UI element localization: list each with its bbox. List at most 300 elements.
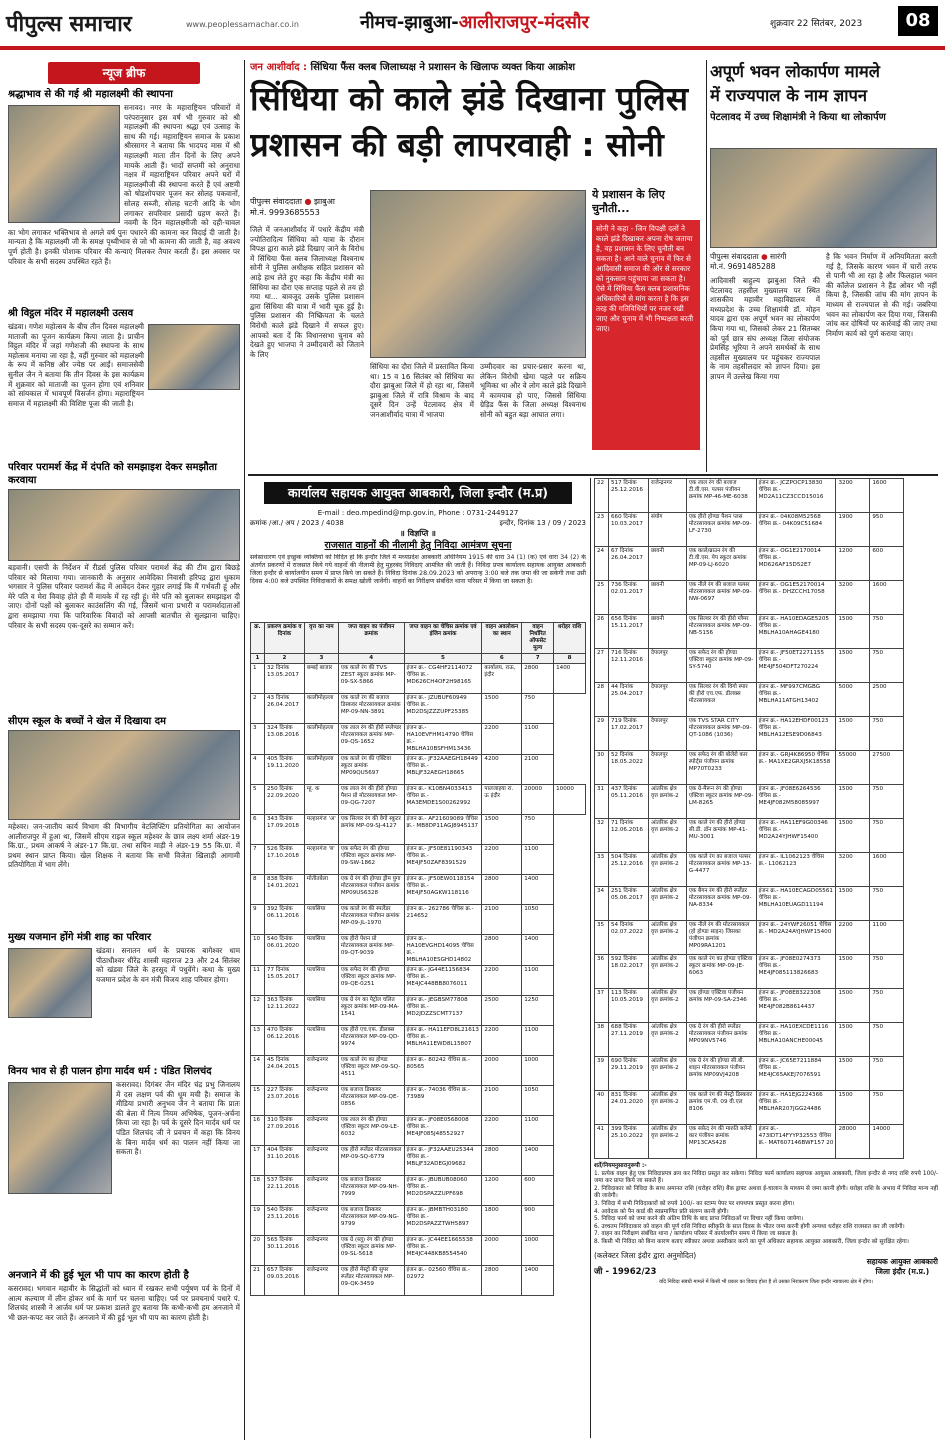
table-cell: 1500 bbox=[836, 1023, 870, 1057]
table-cell: इंजन क्र.- HA1EJG224366 चेचिस क्र.- MBLHAR207JGG24486 bbox=[756, 1091, 836, 1125]
table-cell: इंजन क्र.- JC65E7211884 चेचिस क्र.- ME4JC65AKEJ7076591 bbox=[756, 1057, 836, 1091]
table-cell: देपालपुर bbox=[648, 649, 686, 683]
table-cell: 1800 bbox=[482, 1206, 522, 1236]
table-row bbox=[251, 1056, 586, 1086]
table-cell: एक सफेद रंग की बोलेरो कार स्पोर्ट्स पंजीयन क्रमांक MP70T0233 bbox=[686, 751, 756, 785]
table-cell: राजेन्द्रनगर bbox=[304, 1116, 338, 1146]
brief-heading: सीएम स्कूल के बच्चों ने खेल में दिखाया दम bbox=[8, 716, 167, 727]
table-cell: आंतरिक क्षेत्र वृत्त क्रमांक-2 bbox=[648, 955, 686, 989]
table-cell: 1500 bbox=[836, 717, 870, 751]
table-cell: 750 bbox=[870, 717, 904, 751]
table-cell: 405 दिनांक 19.11.2020 bbox=[264, 755, 304, 785]
table-row bbox=[595, 989, 938, 1023]
table-cell: इंजन क्र.- OG1E2170014 चेचिस क्र.- MD626AF15D52E7 bbox=[756, 547, 836, 581]
table-cell: 600 bbox=[870, 547, 904, 581]
table-cell: 1400 bbox=[522, 1266, 554, 1296]
masthead-url: www.peoplessamachar.co.in bbox=[186, 20, 299, 29]
table-cell: मोतीतबेला bbox=[304, 875, 338, 905]
term-item: 3. निविदा में सभी निविदाकारों को रुपये 100/- का स्टाम्प पेपर पर शपथपत्र प्रस्तुत करना होगा। bbox=[594, 1200, 795, 1207]
table-cell: 517 दिनांक 25.12.2016 bbox=[608, 479, 648, 513]
table-cell: एक सफेद रंग की होण्डा एक्टिवा स्कूटर क्रमांक MP-09-SY-5740 bbox=[686, 649, 756, 683]
table-cell: 40 bbox=[595, 1091, 609, 1125]
table-cell: 4200 bbox=[482, 755, 522, 785]
table-cell: 2800 bbox=[482, 1146, 522, 1176]
byline-mobile: मो.नं. 9691485288 bbox=[710, 262, 776, 271]
table-column-number: 8 bbox=[554, 654, 586, 664]
table-cell: 10000 bbox=[554, 785, 586, 815]
term-item: 6. उच्चतम निविदाकार को वाहन की पूर्ण राशि निविदा स्वीकृति के सात दिवस के भीतर जमा करनी होगी अन्यथा धरोहर राशि राजसात कर ली जावेगी। bbox=[594, 1223, 905, 1230]
table-cell: इंजन क्र.- JF08E0274373 चेचिस क्र.- ME4JF085113826683 bbox=[756, 955, 836, 989]
table-cell: 113 दिनांक 10.05.2019 bbox=[608, 989, 648, 1023]
table-cell: एक सफेद रंग की होण्डा एक्टिवा स्कूटर क्रमांक MP-09-QE-0251 bbox=[338, 966, 404, 996]
table-cell: एक हीरो स्प्लेंडर मोटरसायकल MP-09-SQ-6779 bbox=[338, 1146, 404, 1176]
table-cell: 660 दिनांक 10.03.2017 bbox=[608, 513, 648, 547]
table-cell: 950 bbox=[870, 513, 904, 547]
table-cell: 2100 bbox=[482, 905, 522, 935]
table-cell: 324 दिनांक 13.08.2016 bbox=[264, 724, 304, 755]
tender-terms bbox=[594, 1163, 938, 1247]
table-cell: 41 bbox=[595, 1125, 609, 1159]
brief-item bbox=[8, 931, 240, 1061]
table-cell: 5 bbox=[251, 785, 265, 815]
table-cell: 750 bbox=[870, 1057, 904, 1091]
table-cell: एक बजाज डिस्कवर मोटरसायकल MP-09-QE-0856 bbox=[338, 1086, 404, 1116]
lead-kicker bbox=[250, 60, 702, 76]
table-row bbox=[595, 513, 938, 547]
table-cell: 45 दिनांक 24.04.2015 bbox=[264, 1056, 304, 1086]
table-cell: 2800 bbox=[482, 875, 522, 905]
table-cell: एक ग्रे रंग की होण्डा सी.बी. शाइन मोटरसायकल पंजीयन क्रमांक MP09VJ4208 bbox=[686, 1057, 756, 1091]
table-cell: 750 bbox=[870, 887, 904, 921]
table-cell: इंजन क्र.- JF08E0568008 चेचिस क्र.- ME4JF085J48552927 bbox=[404, 1116, 482, 1146]
table-cell: 2500 bbox=[870, 683, 904, 717]
table-cell: इंजन क्र.- JEGBSM77808 चेचिस क्र.- MD2JDZZSCMT7137 bbox=[404, 996, 482, 1026]
page-number: 08 bbox=[898, 6, 938, 36]
table-cell: आंतरिक क्षेत्र वृत्त क्रमांक-2 bbox=[648, 887, 686, 921]
brief-photo bbox=[8, 489, 240, 561]
table-cell: राजेन्द्रनगर bbox=[304, 1176, 338, 1206]
table-cell: 3200 bbox=[836, 853, 870, 887]
brief-photo bbox=[8, 730, 240, 820]
table-cell: 1400 bbox=[522, 935, 554, 966]
table-row bbox=[251, 694, 586, 724]
brief-item bbox=[8, 88, 240, 303]
table-cell: एक ग्रे-मैरून रंग की होण्डा एक्टिवा स्कूटर क्रमांक MP-09-LM-8265 bbox=[686, 785, 756, 819]
table-cell: 19 bbox=[251, 1206, 265, 1236]
table-header-cell: धरोहर राशि bbox=[554, 623, 586, 654]
table-cell: एक काले रंग की बजाज डिस्कवर मोटरसायकल क्रमांक MP-09-NN-3891 bbox=[338, 694, 404, 724]
table-cell: 310 दिनांक 27.09.2016 bbox=[264, 1116, 304, 1146]
table-cell: कार्यालय, राऊ, इंदौर bbox=[482, 664, 522, 694]
table-cell: एक काले रंग की TVS ZEST स्कूटर क्रमांक MP-09-SX-5866 bbox=[338, 664, 404, 694]
table-cell: एक ग्रे रंग की हीरो स्प्लेंडर मोटरसायकल पंजीयन क्रमांक MP09NV5746 bbox=[686, 1023, 756, 1057]
tender-right bbox=[594, 478, 938, 1438]
table-cell: 30 bbox=[595, 751, 609, 785]
table-cell: 750 bbox=[870, 989, 904, 1023]
table-cell: 537 दिनांक 22.11.2016 bbox=[264, 1176, 304, 1206]
brief-heading: मुख्य यजमान होंगे मंत्री शाह का परिवार bbox=[8, 932, 152, 943]
table-row bbox=[251, 935, 586, 966]
table-cell: कालीमोहल्ला bbox=[304, 755, 338, 785]
table-cell: पालजाइया रा. ऊ इंदौर bbox=[482, 785, 522, 815]
table-cell: इंजन क्र.- JZUBUF60949 चेचिस क्र.- MD2DSJZZZUPF25385 bbox=[404, 694, 482, 724]
table-cell: 32 दिनांक 13.05.2017 bbox=[264, 664, 304, 694]
table-cell: 565 दिनांक 30.11.2016 bbox=[264, 1236, 304, 1266]
table-cell: 1400 bbox=[554, 664, 586, 694]
table-cell: राजेन्द्रनगर bbox=[304, 1236, 338, 1266]
table-cell: 44 दिनांक 25.04.2017 bbox=[608, 683, 648, 717]
table-cell: एक सफेद रंग की होण्डा एक्टिवा स्कूटर क्रमांक MP-09-SW-1862 bbox=[338, 845, 404, 875]
table-cell: 4 bbox=[251, 755, 265, 785]
table-cell: 1400 bbox=[522, 875, 554, 905]
table-row bbox=[251, 815, 586, 845]
table-cell: इंजन क्र.- AF21609089 चेचिस क्र.- MB8DP11AGJ8945137 bbox=[404, 815, 482, 845]
table-cell: 1500 bbox=[836, 1091, 870, 1125]
table-cell: एक काले/ब्राउन रंग की टी.वी.एस. पेप स्कूटर क्रमांक MP-09-LJ-6020 bbox=[686, 547, 756, 581]
table-cell: एक लाल रंग की बजाज टी.वी.एस. पल्सर पंजीयन क्रमांक MP-46-ME-6038 bbox=[686, 479, 756, 513]
table-row bbox=[251, 664, 586, 694]
tender-title: राजसात वाहनों की नीलामी हेतु निविदा आमंत्रण सूचना bbox=[324, 540, 512, 551]
tender-email: E-mail : deo.mpedind@mp.gov.in, Phone : 0731-2449127 bbox=[317, 509, 519, 517]
table-cell: 3200 bbox=[836, 479, 870, 513]
right-subhead: पेटलावद में उच्च शिक्षामंत्री ने किया था लोकार्पण bbox=[710, 112, 886, 123]
table-cell: 2000 bbox=[482, 1056, 522, 1086]
table-cell: 540 दिनांक 23.11.2016 bbox=[264, 1206, 304, 1236]
signer-title: सहायक आयुक्त आबकारी bbox=[866, 1256, 938, 1266]
table-cell: 1250 bbox=[522, 996, 554, 1026]
table-cell: म्हू. क bbox=[304, 785, 338, 815]
table-cell: एक लाल रंग की हीरो स्प्लेण्डर मोटरसायकल क्रमांक MP-09-QS-1652 bbox=[338, 724, 404, 755]
table-cell: 750 bbox=[870, 955, 904, 989]
table-cell: 750 bbox=[870, 649, 904, 683]
lead-body-col2: सिंधिया का दौरा जिले में प्रस्तावित किया था। 15 व 16 सितंबर को सिंधिया का दौरा झाबुआ जिले में हो रहा था, जिसमें झाबुआ जिले में रात्रि विश्राम के बाद दूसरे दिन उन्हें पेटलावद क्षेत्र में जनआशीर्वाद यात्रा में भाजपा bbox=[370, 362, 474, 419]
table-cell: 2 bbox=[251, 694, 265, 724]
brief-heading: श्रद्धाभाव से की गई श्री महालक्ष्मी की स्थापना bbox=[8, 89, 173, 100]
table-cell: 750 bbox=[522, 694, 554, 724]
table-cell: 750 bbox=[870, 1023, 904, 1057]
brief-body: खंडवा। सनातन धर्म के प्रचारक बागेश्वर धाम पीठाधीश्वर धीरेंद्र शास्त्री महाराज 23 और 24 सितंबर को खंडवा जिले के हरसूद में पधुवेंगे। कथा के मुख्य यजमान प्रदेश के वन मंत्री विजय शाह परिवार होगा। bbox=[96, 946, 240, 984]
table-cell: 750 bbox=[870, 615, 904, 649]
table-cell: इंजन क्र.- HA10EVFHM14790 चेचिस क्र.- MBLHA10BSFHM13436 bbox=[404, 724, 482, 755]
table-cell: 77 दिनांक 15.05.2017 bbox=[264, 966, 304, 996]
term-item: 4. आवेदक को पैन कार्ड की स्वप्रमाणित प्रति संलग्न करनी होगी। bbox=[594, 1208, 729, 1215]
brief-item bbox=[8, 1269, 240, 1389]
table-cell: इंजन क्र.- HA10EDAGE5205 चेचिस क्र.- MBLHA10AHAGE4180 bbox=[756, 615, 836, 649]
table-cell: इंजन क्र.- HA10ECAGD05561 चेचिस क्र.- MBLHA10EUAGD11194 bbox=[756, 887, 836, 921]
table-header-cell: क्र. bbox=[251, 623, 265, 654]
table-row bbox=[251, 1116, 586, 1146]
table-cell: 1600 bbox=[870, 853, 904, 887]
table-cell: एक हीरो मेस्ट्रो की सुपर स्प्लेंडर मोटरसायकल MP-09-QK-3459 bbox=[338, 1266, 404, 1296]
table-cell: एक ग्रे रंग की होण्डा ड्रीम युगा मोटरसायकल पंजीयन क्रमांक MP09US6328 bbox=[338, 875, 404, 905]
brief-item bbox=[8, 307, 240, 457]
table-cell: 470 दिनांक 06.12.2016 bbox=[264, 1026, 304, 1056]
table-row bbox=[251, 966, 586, 996]
table-cell: इंजन क्र.- CG4HF2114072 चेचिस क्र.- MD626CH4OF2H98165 bbox=[404, 664, 482, 694]
table-cell: 2500 bbox=[482, 996, 522, 1026]
brief-body: सनावद। नगर के महाराष्ट्रियन परिवारों में परंपरानुसार इस वर्ष भी गुरुवार को श्री महालक्ष्मी की स्थापना श्रद्धा एवं उत्साह के साथ की गई। महाराष्ट्रियन समाज के प्रकाश श्रीरसागर ने बताया कि भादपद मास में श्री महालक्ष्मी माता तीन दिनों के लिए अपने मायके आती हैं। भादों सप्तमी को अनुराधा नक्षत्र में महाराष्ट्रियन परिवार अपने घरों में महालक्ष्मीजी की स्थापना करते हैं एवं अष्टमी को षोडशोपचार पूजन कर सोलह पकवानों, सोलह सब्जी, सोलह चटनी आदि के भोग लगाकर सपरिवार प्रसादी ग्रहण करते हैं। नवमी के दिन महालक्ष्मीजी को दही-चावल का भोग लगाकर भक्तिभाव से अगले वर्ष पुनः पधारने की कामना कर विदाई दी जाती है। मान्यता है कि महालक्ष्मी जी के समक्ष पृथ्वीभाव से जो भी कामना की जाती है, वह अवश्य पूर्ण होती है। इनकी पोशाक परिवार की कन्याएं मिलकर तैयार करती हैं। इस अवसर पर परिवार के सभी सदस्य उपस्थित रहते हैं। bbox=[8, 103, 240, 266]
brief-body: महेश्वर। जन-जातीय कार्य विभाग की विभागीय वेटलिफ्टिंग प्रतियोगिता का आयोजन आलीराजपुर में हुआ था, जिसमें सीएम राइज स्कूल महेश्वर के छात्र लक्ष्य शर्मा अंडर-19 कि.ग्रा., प्रथम आकर्ष ने अंडर-17 कि.ग्रा. तथा सचिन माड़ी ने अंडर-19 55 कि.ग्रा. में प्रथम स्थान प्राप्त किया। खेल शिक्षक ने बताया कि सभी विजेता खिलाड़ी आगामी प्रतियोगिता में भाग लेंगे। bbox=[8, 822, 240, 870]
table-cell: 404 दिनांक 31.10.2016 bbox=[264, 1146, 304, 1176]
table-cell: 900 bbox=[522, 1206, 554, 1236]
table-cell: 1100 bbox=[522, 966, 554, 996]
table-cell: इंजन क्र.- JF50E81190343 चेचिस क्र.- ME4JF50ZAF8391529 bbox=[404, 845, 482, 875]
table-cell: एक काले रंग की स्पलेंडर मोटरसायकल पंजीयन क्रमांक MP-09-JL-1970 bbox=[338, 905, 404, 935]
table-row bbox=[251, 1146, 586, 1176]
signer-district: जिला इंदौर (म.प्र.) bbox=[875, 1266, 930, 1276]
table-cell: 5000 bbox=[836, 683, 870, 717]
table-cell: इंजन क्र.- HA10EVGHD14095 चेचिस क्र.- MBLHA10ESGHD14802 bbox=[404, 935, 482, 966]
table-cell: 1100 bbox=[870, 921, 904, 955]
table-cell: 37 bbox=[595, 989, 609, 1023]
table-cell: 23 bbox=[595, 513, 609, 547]
table-row bbox=[595, 547, 938, 581]
table-cell: राजेन्द्रनगर bbox=[648, 479, 686, 513]
table-cell: एक काले रंग की एक्टिवा स्कूटर क्रमांक MP09QU5697 bbox=[338, 755, 404, 785]
table-cell: पलासिया bbox=[304, 996, 338, 1026]
table-header-cell: जप्त वाहन का चेचिस क्रमांक एवं इंजिन क्रमांक bbox=[404, 623, 482, 654]
table-cell: इंजन क्र.- JBMBTH03180 चेचिस क्र.- MD2DSPAZZTWH5897 bbox=[404, 1206, 482, 1236]
table-cell: 1100 bbox=[522, 724, 554, 755]
table-cell: 719 दिनांक 17.02.2017 bbox=[608, 717, 648, 751]
table-cell: 1200 bbox=[482, 1176, 522, 1206]
table-row bbox=[595, 717, 938, 751]
news-brief-column bbox=[8, 56, 240, 1445]
table-cell: 32 bbox=[595, 819, 609, 853]
byline-place: सारंगी bbox=[770, 252, 787, 261]
table-cell: 690 दिनांक 29.11.2019 bbox=[608, 1057, 648, 1091]
table-cell: 52 दिनांक 18.05.2022 bbox=[608, 751, 648, 785]
table-cell: 656 दिनांक 15.11.2017 bbox=[608, 615, 648, 649]
table-cell: इंजन क्र.- IL1062123 चेचिस क्र.- L1062123 bbox=[756, 853, 836, 887]
table-cell: एक बैगन रंग की हीरो स्प्लेंडर मोटरसायकल क्रमांक MP-09-NA-8334 bbox=[686, 887, 756, 921]
kicker-label: जन आशीर्वाद : bbox=[250, 62, 308, 73]
table-cell: 2200 bbox=[836, 921, 870, 955]
table-cell: इंजन क्र.- JF50ET2271155 चेचिस क्र.- ME4JF504DFT270224 bbox=[756, 649, 836, 683]
table-cell: 27500 bbox=[870, 751, 904, 785]
table-row bbox=[251, 996, 586, 1026]
table-cell: 1500 bbox=[836, 615, 870, 649]
news-brief-title: न्यूज ब्रीफ bbox=[48, 62, 200, 84]
table-cell: इंजन क्र.- MF997CMGBG चेचिस क्र.- MBLHA11ATGH13402 bbox=[756, 683, 836, 717]
table-cell: 227 दिनांक 23.07.2016 bbox=[264, 1086, 304, 1116]
table-row bbox=[251, 724, 586, 755]
table-cell: 504 दिनांक 25.12.2016 bbox=[608, 853, 648, 887]
table-cell: पलासिया bbox=[304, 1026, 338, 1056]
table-row bbox=[251, 785, 586, 815]
table-column-number: 2 bbox=[264, 654, 304, 664]
table-cell: 15 bbox=[251, 1086, 265, 1116]
table-cell: इंजन क्र.- HA12EHDF00123 चेचिस क्र.- MBLHA12ESE9D06843 bbox=[756, 717, 836, 751]
table-row bbox=[595, 955, 938, 989]
table-cell: 1500 bbox=[836, 989, 870, 1023]
table-header-cell: वृत्त का नाम bbox=[304, 623, 338, 654]
table-cell: 1050 bbox=[522, 905, 554, 935]
table-row bbox=[595, 479, 938, 513]
table-cell: 1600 bbox=[870, 581, 904, 615]
brief-body: बड़वानी। एसपी के निर्देशन में रीडर्स पुलिस परिवार परामर्श केंद्र की टीम द्वारा बिछड़े परिवार को मिलाया गया। जानकारी के अनुसार आवेदिका निवासी हरिपद्र द्वारा धुकाम भगसार ने पुलिस परिवार परामर्श केंद्र में आवेदन देकर गुहार लगाई कि मैं गर्भवती हूं और मेरे पति व मेरा विवाह होते ही मैं मायके में रह रही हूं। मेरे पति को बुलाकर समझाइश दी जाए। दोनों पक्षों को बुलाकर काउंसलिंग की गई, जिसमें थाना प्रभारी व परामर्शदाताओं द्वारा समझाया गया कि पारिवारिक विवादों को आपसी बातचीत से सुलझाना चाहिए। परिवार के सभी सदस्य एक-दूसरे का सम्मान करें। bbox=[8, 563, 240, 630]
table-cell: आंतरिक क्षेत्र वृत्त क्रमांक-2 bbox=[648, 1057, 686, 1091]
table-cell: पलासिया bbox=[304, 905, 338, 935]
brief-heading: अनजाने में की हुई भूल भी पाप का कारण होती है bbox=[8, 1270, 189, 1281]
table-cell: इंजन क्र.- 02560 चेचिस क्र.- 02972 bbox=[404, 1266, 482, 1296]
brief-photo bbox=[8, 1082, 112, 1194]
table-cell: संयोग bbox=[648, 513, 686, 547]
tender-notice bbox=[250, 478, 938, 1440]
table-row bbox=[595, 853, 938, 887]
table-cell: 16 bbox=[251, 1116, 265, 1146]
table-cell: 2800 bbox=[522, 664, 554, 694]
table-cell: इंजन क्र.- JC44EE1665538 चेचिस क्र.- ME4JC448KB8554540 bbox=[404, 1236, 482, 1266]
table-cell: 392 दिनांक 06.11.2016 bbox=[264, 905, 304, 935]
table-cell: आंतरिक क्षेत्र वृत्त क्रमांक-2 bbox=[648, 921, 686, 955]
table-cell: इंजन क्र.- JF32AAEU25344 चेचिस क्र.- MBLJF32ADEGJ09682 bbox=[404, 1146, 482, 1176]
table-cell: आंतरिक क्षेत्र वृत्त क्रमांक-2 bbox=[648, 819, 686, 853]
tender-table-left bbox=[250, 622, 586, 1296]
table-cell: 2200 bbox=[482, 724, 522, 755]
table-cell: इंजन क्र.- OG1E52170014 चेचिस क्र.- DHZCCH17058 bbox=[756, 581, 836, 615]
table-cell: 22 bbox=[595, 479, 609, 513]
right-byline: पीपुल्स संवाददाता ● सारंगी मो.नं. 9691485288 bbox=[710, 252, 787, 271]
table-row bbox=[595, 751, 938, 785]
masthead-region bbox=[360, 10, 589, 34]
right-body-col2: है कि भवन निर्माण में अनियमितता बरती गई है, जिसके कारण भवन में चारों तरफ से पानी भी आ रहा है और फिलहाल भवन की कॉलेज प्रशासन ने हैंड ओवर भी नहीं किया है, जिसकी जांच की मांग ज्ञापन के माध्यम से राज्यपाल से की गई। जबरिया भवन का लोकार्पण कर दिया गया, जिसकी जांच कर दोषियों पर कार्रवाई की जाए तथा निर्माण कार्य को पूर्ण कराया जाए। bbox=[826, 252, 937, 338]
table-cell: 3 bbox=[251, 724, 265, 755]
table-cell: एक बजाज डिस्कवर मोटरसायकल MP-09-NG-9799 bbox=[338, 1206, 404, 1236]
table-cell: इंजन क्र.- GRJ4K86950 चेचिस क्र.- MA1XE2GRXJ5K18558 bbox=[756, 751, 836, 785]
table-cell: 2200 bbox=[482, 1026, 522, 1056]
brief-photo bbox=[8, 948, 92, 1018]
table-row bbox=[251, 905, 586, 935]
table-cell: 39 bbox=[595, 1057, 609, 1091]
table-cell: 8 bbox=[251, 875, 265, 905]
table-header-cell: वाहन निर्धारित ऑफसेट मूल्य bbox=[522, 623, 554, 654]
tender-disclaimer: यदि निविदा संबंधी मामले में किसी भी प्रकार का विवाद होता है तो उसका निराकरण जिला इन्दौर न्यायालय क्षेत्र में होगा। bbox=[659, 1278, 873, 1285]
table-row bbox=[595, 921, 938, 955]
table-cell: एक नीले रंग की मोटरसायकल (हो होण्डा साइन) जिसका पंजीयन क्रमांक MP09RA1201 bbox=[686, 921, 756, 955]
tender-signature bbox=[594, 1251, 938, 1277]
table-cell: इंजन क्र.- 473IDT14FYYP32553 चेचिस क्र.- MAT607146BWF157 20 bbox=[756, 1125, 836, 1159]
table-row bbox=[595, 1057, 938, 1091]
table-cell: एक हीरो होण्डा पैशन प्लस मोटरसायकल क्रमांक MP-09-LF-2730 bbox=[686, 513, 756, 547]
table-cell: 7 bbox=[251, 845, 265, 875]
table-cell: इंजन क्र.- HA11EFD8L21613 चेचिस क्र.- MBLHA11EWD8L15807 bbox=[404, 1026, 482, 1056]
table-cell: 1000 bbox=[522, 1056, 554, 1086]
table-cell: 1500 bbox=[482, 815, 522, 845]
table-row bbox=[251, 1206, 586, 1236]
table-cell: इंजन क्र.- JF32AAEGH18449 चेचिस क्र.- MBLJF32AEGH18665 bbox=[404, 755, 482, 785]
table-cell: देपालपुर bbox=[648, 717, 686, 751]
table-cell: इंजन क्र.- 24YWF26051 चेचिस क्र.- MD2A24AYJHWF15400 bbox=[756, 921, 836, 955]
table-cell: 28000 bbox=[836, 1125, 870, 1159]
term-item: 8. किसी भी निविदा को बिना कारण बताए स्वीकार अथवा अस्वीकार करने का पूर्ण अधिकार सहायक आयुक्त आबकारी, जिला इन्दौर को सुरक्षित रहेगा। bbox=[594, 1238, 909, 1245]
table-cell: आंतरिक क्षेत्र वृत्त क्रमांक-2 bbox=[648, 853, 686, 887]
table-row bbox=[595, 649, 938, 683]
table-header-cell: वाहन अवलोकन का स्थान bbox=[482, 623, 522, 654]
table-cell: एक काले रंग का होण्डा एक्टिवा स्कूटर क्रमांक MP-09-JE-6063 bbox=[686, 955, 756, 989]
table-cell: 20000 bbox=[522, 785, 554, 815]
table-cell: 54 दिनांक 02.07.2022 bbox=[608, 921, 648, 955]
table-cell: 55000 bbox=[836, 751, 870, 785]
term-item: 1. प्रत्येक वाहन हेतु एक निविदाप्रपत्र क्रय कर निविदा प्रस्तुत कर सकेगा। निविदा फार्म कार्यालय सहायक आयुक्त आबकारी, जिला इन्दौर से नगद राशि रुपये 100/- जमा कर प्राप्त किये जा सकते हैं। bbox=[594, 1170, 938, 1185]
table-cell: इंजन क्र.- JCZPOCP13830 चेचिस क्र.- MD2A11CZ3CCD15016 bbox=[756, 479, 836, 513]
table-row bbox=[251, 755, 586, 785]
table-cell: 11 bbox=[251, 966, 265, 996]
masthead-date: शुक्रवार 22 सितंबर, 2023 bbox=[770, 19, 863, 29]
table-cell: एक सिल्वर रंग की वेगो स्कूटर क्रमांक MP-09-SJ-4127 bbox=[338, 815, 404, 845]
terms-title: शर्तें/नियमनुसारानुरूपी :- bbox=[594, 1163, 647, 1169]
table-cell: एक काले रंग की हीरो होण्डा सी.डी. डॉन क्रमांक MP-41-MU-3001 bbox=[686, 819, 756, 853]
table-cell: 20 bbox=[251, 1236, 265, 1266]
table-cell: एक TVS STAR CITY मोटरसायकल क्रमांक MP-09-QT-1086 (1036) bbox=[686, 717, 756, 751]
table-cell: एक सिल्वर रंग की विगो स्पार की हीरो एच.एफ. डीलक्स मोटरसायकल bbox=[686, 683, 756, 717]
table-cell: 67 दिनांक 26.04.2017 bbox=[608, 547, 648, 581]
table-cell: 1050 bbox=[522, 1086, 554, 1116]
table-cell: इंजन क्र.- JF08E6264536 चेचिस क्र.- ME4JF082M58085997 bbox=[756, 785, 836, 819]
table-column-number: 7 bbox=[522, 654, 554, 664]
table-cell: एक लाल रंग की हीरो होण्डा पैशन प्रो मोटरसायकल MP-09-QG-7207 bbox=[338, 785, 404, 815]
table-row bbox=[595, 1125, 938, 1159]
table-row bbox=[595, 581, 938, 615]
table-row bbox=[595, 615, 938, 649]
table-row bbox=[251, 875, 586, 905]
table-cell: 540 दिनांक 06.01.2020 bbox=[264, 935, 304, 966]
table-cell: 25 bbox=[595, 581, 609, 615]
table-column-number: 3 bbox=[304, 654, 338, 664]
table-cell: इंजन क्र.- HA10EXCDE1116 चेचिस क्र.- MBLHA10ANCHE00045 bbox=[756, 1023, 836, 1057]
lead-headline-line1: सिंधिया को काले झंडे दिखाना पुलिस bbox=[250, 79, 689, 118]
table-cell: इंजन क्र.- JF50EW0118154 चेचिस क्र.- ME4JF50AGKW118116 bbox=[404, 875, 482, 905]
table-row bbox=[595, 1023, 938, 1057]
table-cell: राजेन्द्रनगर bbox=[304, 1266, 338, 1296]
table-cell: 750 bbox=[870, 1091, 904, 1125]
table-cell: छावनी bbox=[648, 547, 686, 581]
table-row bbox=[251, 1086, 586, 1116]
table-cell: 1400 bbox=[522, 1146, 554, 1176]
brief-item bbox=[8, 715, 240, 927]
table-cell: बम्बई बाजार bbox=[304, 664, 338, 694]
table-cell: देपालपुर bbox=[648, 751, 686, 785]
brief-body: कसरावद। भगवान महावीर के सिद्धांतों को ध्यान में रखकर सभी पर्यूषण पर्व के दिनों में आत्म कल्याण में लीन होकर धर्म के मार्ग पर चलना चाहिए। पर्व पर प्रवचनार्थ पधारे पं. शिलचंद शास्त्री ने आर्जव धर्म पर प्रकाश डालते हुए बताया कि कभी-कभी हम अनजाने में भी छल-कपट कर जाते हैं। अनजाने में की हुई भूल भी पाप का कारण होती है। bbox=[8, 1284, 240, 1322]
table-cell: एक ग्रे (ब्लू) रंग की होण्डा एक्टिवा स्कूटर क्रमांक MP-09-SL-5618 bbox=[338, 1236, 404, 1266]
table-cell: 36 bbox=[595, 955, 609, 989]
brief-photo bbox=[8, 105, 120, 223]
table-cell: 12 bbox=[251, 996, 265, 1026]
table-cell: इंजन क्र.- HA11EF9G00346 चेचिस क्र.- MD2A24YJHWF15400 bbox=[756, 819, 836, 853]
table-cell: मल्हारगंज 'ब' bbox=[304, 845, 338, 875]
table-cell: 2000 bbox=[482, 1236, 522, 1266]
table-cell: आंतरिक क्षेत्र वृत्त क्रमांक-2 bbox=[648, 785, 686, 819]
term-item: 5. निविदा फार्म को जमा करने की अंतिम तिथि के बाद प्राप्त निविदाओं पर विचार नहीं किया जायेगा। bbox=[594, 1216, 804, 1223]
table-cell: एक सिल्वर रंग की हीरो ग्लैमर मोटरसायकल क्रमांक MP-09-NB-5156 bbox=[686, 615, 756, 649]
table-cell: 251 दिनांक 05.06.2017 bbox=[608, 887, 648, 921]
table-cell: 43 दिनांक 26.04.2017 bbox=[264, 694, 304, 724]
tender-intro: सर्वसाधारण एवं इच्छुक व्यक्तियों को विदित हो कि इन्दौर जिले में मध्यप्रदेश आबकारी अधिनियम 1915 की धारा 34 (1) (क) एवं धारा 34 (2) के अंतर्गत प्रकरणों में राजसात किये गये वाहनों की नीलामी हेतु मुहरबंद निविदाएं आमंत्रित की जाती हैं। निविदा प्रपत्र कार्यालय सहायक आयुक्त आबकारी जिला इन्दौर से कार्यालयीन समय में प्राप्त किये जा सकते हैं। निविदा दिनांक 28.09.2023 को अपरान्ह 3:00 बजे तक जमा की जा सकेगी तथा उसी दिवस 4:00 बजे उपस्थित निविदाकारों के समक्ष खोली जावेंगी। वाहनों का निरीक्षण संबंधित थाना परिसर में किया जा सकता है। bbox=[250, 554, 586, 585]
table-cell: 750 bbox=[870, 819, 904, 853]
table-cell: 33 bbox=[595, 853, 609, 887]
table-cell: 27 bbox=[595, 649, 609, 683]
brief-photo bbox=[148, 324, 240, 390]
brief-item bbox=[8, 1065, 240, 1265]
table-cell: 3200 bbox=[836, 581, 870, 615]
table-row bbox=[595, 683, 938, 717]
tender-ref bbox=[250, 508, 586, 528]
table-cell: 831 दिनांक 24.01.2020 bbox=[608, 1091, 648, 1125]
table-cell: 2800 bbox=[482, 935, 522, 966]
byline-mobile: मो.नं. 9993685553 bbox=[250, 208, 320, 217]
table-cell: 1500 bbox=[836, 785, 870, 819]
table-cell: 29 bbox=[595, 717, 609, 751]
